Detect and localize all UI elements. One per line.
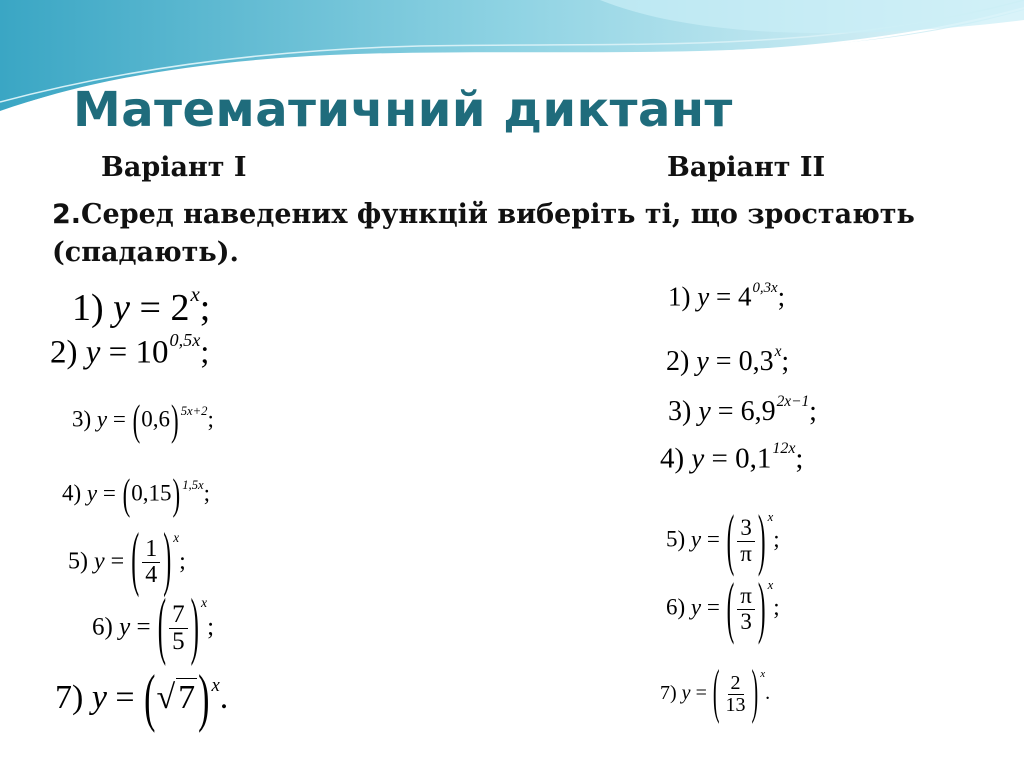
terminator: ; <box>773 526 780 552</box>
v1-formula-6 <box>92 586 215 668</box>
exponent: 1,5x <box>182 478 204 492</box>
left-paren: ( <box>726 502 735 578</box>
right-paren: ) <box>751 659 759 726</box>
right-paren: ) <box>172 470 181 518</box>
left-paren: ( <box>157 586 167 668</box>
variable-y: y <box>691 442 705 475</box>
left-paren: ( <box>712 659 720 726</box>
equals-sign: = <box>711 442 728 475</box>
task-text: Серед наведених функцій виберіть ті, що зростають (спадають). <box>52 199 915 268</box>
base: 0,1 <box>735 442 772 475</box>
terminator: ; <box>795 442 804 475</box>
formula-label: 3) <box>72 406 92 432</box>
radicand: 7 <box>178 678 196 716</box>
right-paren: ) <box>190 586 199 668</box>
equals-sign: = <box>706 526 720 552</box>
variable-y: y <box>94 548 105 575</box>
formula-label: 7) <box>55 678 84 716</box>
formula-label: 5) <box>666 526 686 552</box>
v2-formula-6 <box>666 570 780 646</box>
terminator: ; <box>200 334 210 371</box>
numerator: π <box>737 584 755 609</box>
formula-label: 6) <box>666 594 686 620</box>
numerator: 3 <box>737 516 755 541</box>
denominator: 13 <box>725 693 746 716</box>
variable-y: y <box>690 526 702 552</box>
variable-y: y <box>96 406 108 432</box>
right-paren: ) <box>163 522 172 601</box>
terminator: ; <box>809 395 817 427</box>
sqrt-sign: √ <box>156 678 176 716</box>
terminator: . <box>219 678 229 716</box>
equals-sign: = <box>110 548 125 575</box>
terminator: ; <box>781 345 790 377</box>
slide-title: Математичний диктант <box>73 82 733 138</box>
variable-y: y <box>698 395 711 427</box>
variable-y: y <box>696 345 709 377</box>
task-statement <box>52 196 952 272</box>
equals-sign: = <box>102 480 116 506</box>
exponent: 0,3x <box>752 280 778 296</box>
equals-sign: = <box>706 594 720 620</box>
terminator: ; <box>203 480 211 506</box>
right-paren: ) <box>198 663 210 735</box>
v1-formula-1 <box>72 282 210 330</box>
equals-sign: = <box>112 406 126 432</box>
right-paren: ) <box>171 396 179 444</box>
variable-y: y <box>681 682 691 704</box>
base: 0,6 <box>141 406 171 432</box>
formula-label: 1) <box>668 281 691 312</box>
equals-sign: = <box>715 281 732 312</box>
base: 2 <box>170 286 190 329</box>
task-number: 2. <box>52 199 82 230</box>
base: 4 <box>737 281 752 312</box>
equals-sign: = <box>115 678 135 716</box>
base: 6,9 <box>740 395 776 427</box>
terminator: ; <box>207 613 215 641</box>
v1-formula-4 <box>62 470 211 518</box>
formula-label: 7) <box>660 682 677 704</box>
v1-formula-7 <box>55 663 229 735</box>
left-paren: ( <box>122 470 131 518</box>
terminator: ; <box>773 594 780 620</box>
variant-2-heading: Варіант ІІ <box>667 152 826 183</box>
v1-formula-5 <box>68 522 186 601</box>
variable-y: y <box>113 286 131 329</box>
formula-label: 4) <box>660 442 685 475</box>
denominator: 5 <box>172 628 185 656</box>
terminator: ; <box>179 548 186 575</box>
numerator: 1 <box>142 537 160 563</box>
numerator: 7 <box>169 602 188 629</box>
equals-sign: = <box>108 334 128 371</box>
left-paren: ( <box>132 396 141 444</box>
variable-y: y <box>91 678 107 716</box>
equals-sign: = <box>136 613 151 641</box>
denominator: 3 <box>740 608 752 634</box>
formula-label: 2) <box>666 345 690 377</box>
denominator: 4 <box>145 562 158 589</box>
variable-y: y <box>85 334 101 371</box>
numerator: 2 <box>728 673 744 695</box>
v2-formula-5 <box>666 502 780 578</box>
formula-label: 2) <box>50 334 78 371</box>
formula-label: 5) <box>68 548 88 575</box>
formula-label: 6) <box>92 613 113 641</box>
right-paren: ) <box>757 570 766 646</box>
exponent: 2x−1 <box>776 393 810 410</box>
terminator: . <box>765 682 771 704</box>
equals-sign: = <box>139 286 161 329</box>
v2-formula-4 <box>660 440 803 475</box>
v2-formula-1 <box>668 280 785 312</box>
equals-sign: = <box>715 345 732 377</box>
denominator: π <box>740 540 752 566</box>
variable-y: y <box>119 613 131 641</box>
exponent: 12x <box>772 440 796 457</box>
variable-y: y <box>86 480 98 506</box>
fraction <box>723 673 749 716</box>
fraction <box>737 516 755 565</box>
v2-formula-7 <box>660 659 771 726</box>
fraction <box>142 537 160 588</box>
exponent: x <box>767 578 774 592</box>
exponent: 0,5x <box>169 330 201 350</box>
exponent: x <box>200 595 208 610</box>
v1-formula-2 <box>50 330 209 371</box>
terminator: ; <box>777 281 786 312</box>
formula-label: 1) <box>72 286 104 329</box>
exponent: x <box>211 675 220 696</box>
fraction <box>737 584 755 633</box>
base: 0,3 <box>738 345 774 377</box>
v2-formula-3 <box>668 393 817 428</box>
terminator: ; <box>207 406 214 432</box>
exponent: x <box>190 282 200 306</box>
equals-sign: = <box>695 682 707 704</box>
left-paren: ( <box>131 522 140 601</box>
fraction <box>169 602 188 656</box>
formula-label: 4) <box>62 480 82 506</box>
base: 0,15 <box>131 480 172 506</box>
base: 10 <box>135 334 169 371</box>
left-paren: ( <box>144 663 156 735</box>
right-paren: ) <box>757 502 766 578</box>
variable-y: y <box>697 281 710 312</box>
exponent: x <box>774 343 782 360</box>
terminator: ; <box>199 286 211 329</box>
variable-y: y <box>690 594 702 620</box>
equals-sign: = <box>717 395 734 427</box>
left-paren: ( <box>726 570 735 646</box>
v1-formula-3 <box>72 396 214 444</box>
exponent: x <box>173 530 180 545</box>
exponent: x <box>760 668 766 680</box>
formula-label: 3) <box>668 395 692 427</box>
exponent: x <box>767 510 774 524</box>
exponent: 5x+2 <box>180 404 208 418</box>
v2-formula-2 <box>666 343 789 378</box>
variant-1-heading: Варіант І <box>101 152 247 183</box>
